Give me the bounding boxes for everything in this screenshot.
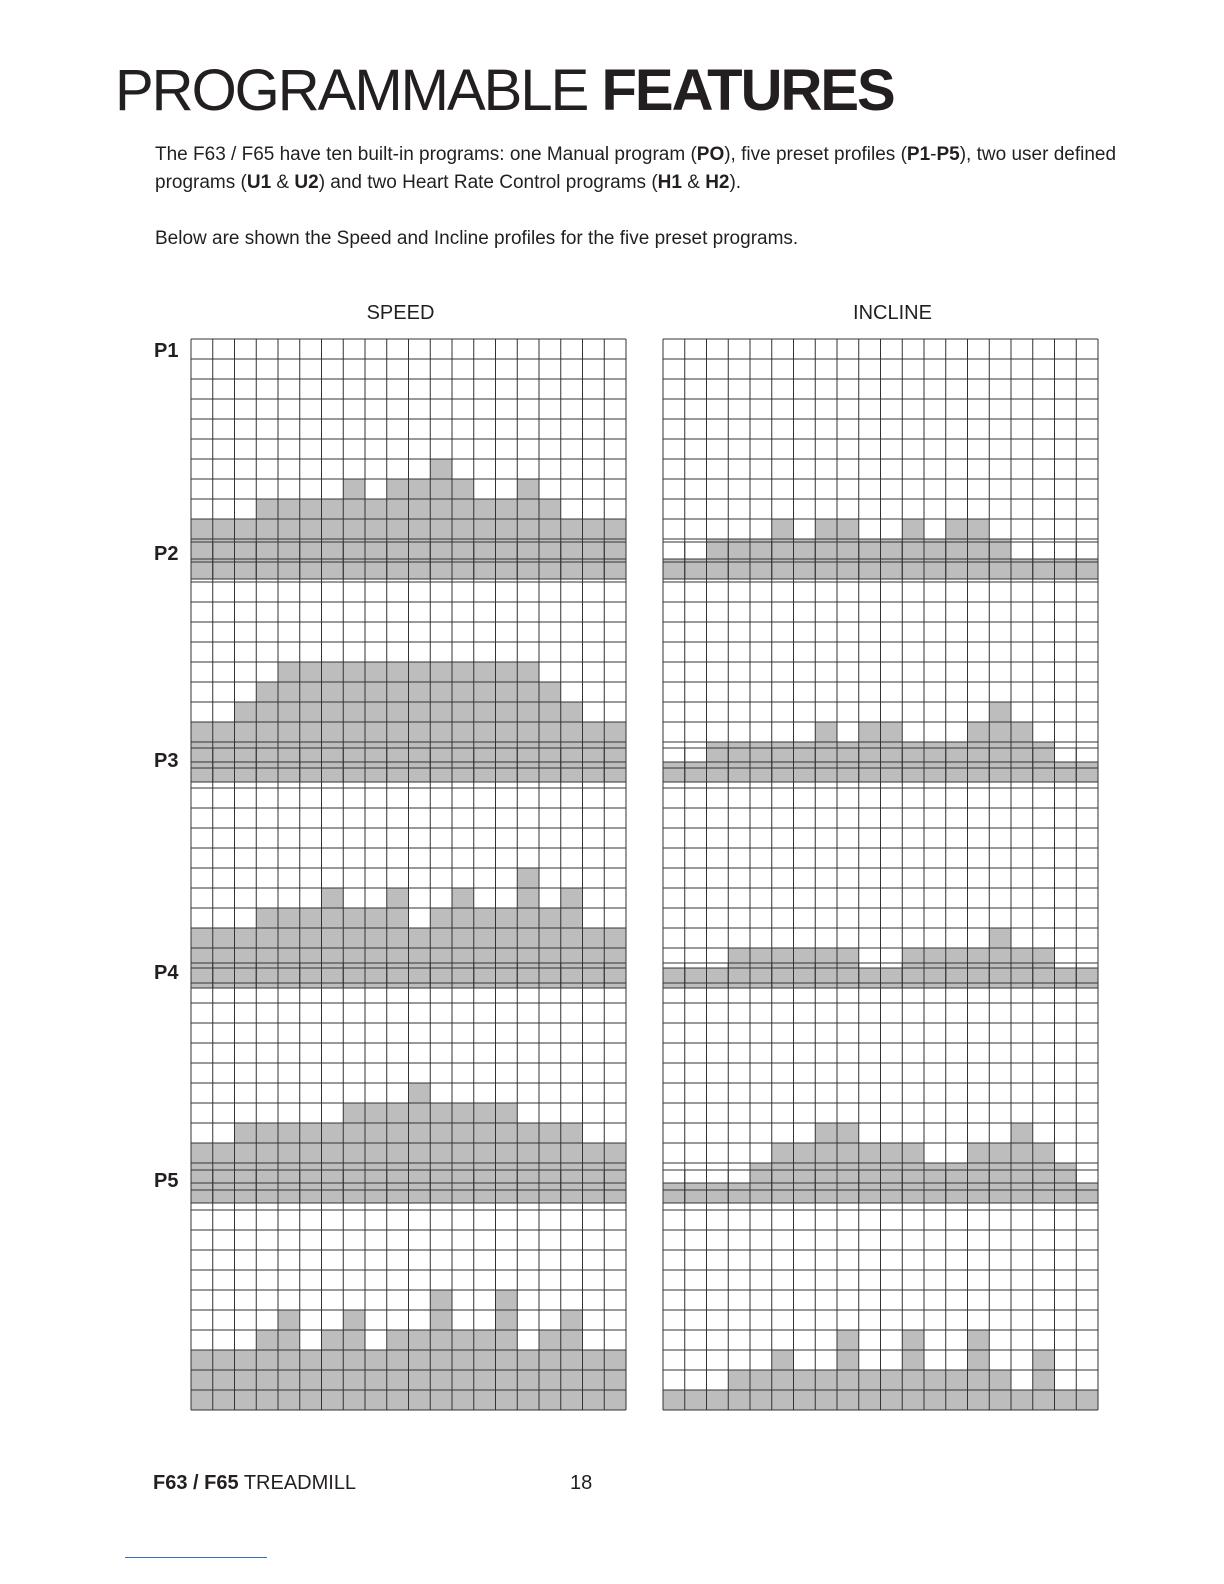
speed-column-heading: SPEED: [366, 302, 435, 324]
p5-speed-bar-19: [583, 1350, 605, 1410]
grid-lines: [191, 1170, 626, 1410]
p5-speed-bar-3: [235, 1350, 257, 1410]
intro-bold-po: PO: [696, 144, 725, 165]
grid-lines: [663, 963, 1098, 1203]
page-title-light: PROGRAMMABLE: [115, 58, 588, 123]
p5-incline-bar-3: [707, 1390, 729, 1410]
intro-text-segment: &: [271, 172, 295, 193]
p5-incline-bar-20: [1076, 1390, 1098, 1410]
p5-speed-bar-2: [213, 1350, 235, 1410]
intro-bold-p5: P5: [936, 144, 960, 165]
intro-text-segment: ) and two Heart Rate Control programs (: [318, 172, 658, 193]
intro-bold-h2: H2: [705, 172, 730, 193]
page-title: [115, 58, 894, 123]
intro-bold-p1: P1: [906, 144, 931, 165]
p5-incline-bar-18: [1033, 1350, 1055, 1410]
intro-text: [155, 141, 1145, 281]
footer-model: F63 / F65: [153, 1472, 239, 1494]
grid-lines: [663, 1170, 1098, 1410]
p5-incline-bar-1: [663, 1390, 685, 1410]
intro-bold-h1: H1: [657, 172, 682, 193]
footer-product-name: TREADMILL: [243, 1472, 357, 1494]
p4-incline-grid: [662, 962, 1099, 1204]
intro-bold-u1: U1: [246, 172, 272, 193]
p5-speed-bar-16: [517, 1350, 539, 1410]
p5-incline-bar-17: [1011, 1390, 1033, 1410]
p3-incline-grid: [662, 747, 1099, 989]
grid-lines: [191, 963, 626, 1203]
program-label-p3: P3: [154, 750, 179, 772]
p5-speed-bar-8: [343, 1310, 365, 1410]
p5-speed-bar-20: [604, 1350, 626, 1410]
p5-speed-grid: [190, 1169, 627, 1411]
p5-speed-bar-5: [278, 1310, 300, 1410]
intro-text-segment: &: [681, 172, 706, 193]
intro-subtitle: Below are shown the Speed and Incline profiles for the five preset programs.: [155, 228, 799, 249]
intro-text-segment: ).: [729, 172, 742, 193]
page-rule: [125, 1557, 267, 1558]
p4-speed-grid: [190, 962, 627, 1204]
page-number: 18: [570, 1472, 593, 1494]
program-label-p4: P4: [154, 962, 179, 984]
p5-speed-bar-1: [191, 1350, 213, 1410]
program-label-p5: P5: [154, 1170, 179, 1192]
p5-incline-bar-2: [685, 1390, 707, 1410]
p5-incline-grid: [662, 1169, 1099, 1411]
p3-speed-grid: [190, 747, 627, 989]
page-title-bold: FEATURES: [601, 58, 894, 123]
p5-speed-bar-9: [365, 1350, 387, 1410]
intro-text-segment: ), five preset profiles (: [724, 144, 907, 165]
intro-paragraph: [155, 141, 1145, 197]
p5-incline-bar-6: [772, 1350, 794, 1410]
incline-column-heading: INCLINE: [853, 302, 932, 324]
p5-speed-bar-18: [561, 1310, 583, 1410]
intro-bold-u2: U2: [294, 172, 319, 193]
grid-lines: [191, 748, 626, 988]
grid-lines: [191, 542, 626, 782]
grid-lines: [663, 542, 1098, 782]
p5-incline-bar-19: [1055, 1390, 1077, 1410]
intro-text-segment: ), two user defined programs (: [155, 144, 1117, 193]
p5-speed-bar-6: [300, 1350, 322, 1410]
program-label-p1: P1: [154, 340, 179, 362]
program-label-p2: P2: [154, 543, 179, 565]
intro-text-segment: The F63 / F65 have ten built-in programs: one Manual program (: [155, 144, 697, 165]
intro-text-segment: -: [930, 144, 937, 165]
footer-product: [153, 1472, 356, 1495]
grid-lines: [663, 748, 1098, 988]
